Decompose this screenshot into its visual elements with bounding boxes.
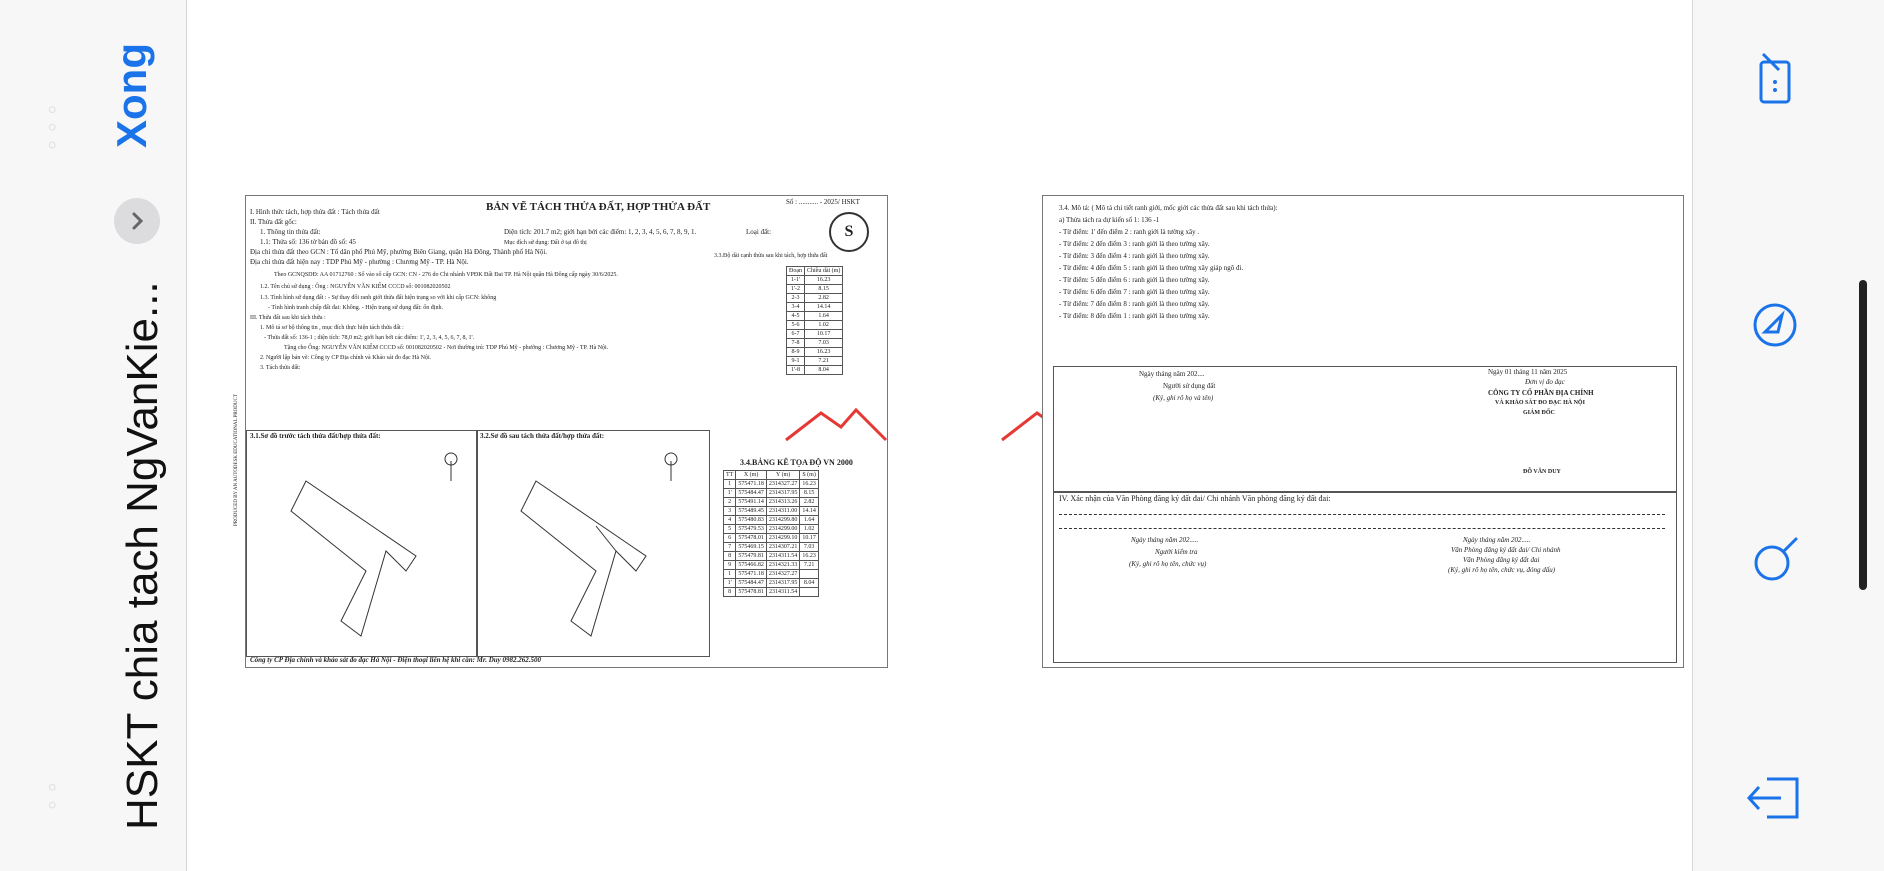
coord-cell: 1 (724, 480, 736, 489)
house-watermark-icon (781, 405, 891, 445)
p2-sub: a) Thửa tách ra dự kiến số 1: 136 -1 (1059, 216, 1160, 224)
page-2 (1042, 195, 1684, 668)
p1-line: - Tình hình tranh chấp đất đai: Không. - Hiện trạng sử dụng đất: ổn định. (268, 305, 443, 311)
coord-cell: 2314299.00 (766, 525, 800, 534)
coord-cell: 2.82 (800, 498, 819, 507)
parcel-sketch-after (496, 451, 696, 641)
coord-cell: 2314307.21 (766, 543, 800, 552)
p2-line: - Từ điểm: 5 đến điểm 6 : ranh giới là theo tường xây. (1059, 276, 1210, 284)
coord-cell: 16.23 (800, 552, 819, 561)
edge-head: Chiều dài (m) (805, 267, 843, 276)
coord-cell: 16.23 (800, 480, 819, 489)
scrollbar[interactable] (1859, 280, 1867, 590)
page1-number: Số : ........... - 2025/ HSKT (786, 198, 860, 206)
p1-line: II. Thửa đất gốc: (250, 218, 297, 226)
coord-row (724, 534, 819, 543)
coord-cell: 575471.18 (736, 480, 767, 489)
p1-line: Địa chỉ thửa đất hiện nay : TDP Phú Mỹ - phường : Chương Mỹ - TP. Hà Nội. (250, 258, 469, 266)
purpose-line: Mục đích sử dụng: Đất ở tại đô thị (504, 240, 587, 246)
coord-cell: 2314299.10 (766, 534, 800, 543)
coord-cell: 8 (724, 552, 736, 561)
diagram-divider (476, 430, 478, 657)
coord-cell: 575479.81 (736, 552, 767, 561)
markup-pen-icon[interactable] (1745, 295, 1805, 355)
p1-line: Địa chỉ thửa đất theo GCN : Tổ dân phố Phú Mỹ, phường Biên Giang, quận Hà Đông, Thành phố Hà Nội. (250, 248, 548, 256)
coord-cell: 1' (724, 579, 736, 588)
coord-row (724, 498, 819, 507)
p1-line: III. Thửa đất sau khi tách thửa : (250, 315, 326, 321)
p1-line: 1. Thông tin thửa đất: (260, 228, 321, 236)
coord-cell: 8 (724, 588, 736, 597)
c-left-role: Người kiểm tra (1155, 548, 1198, 556)
coord-cell: 1.02 (800, 525, 819, 534)
coord-cell: 1.64 (800, 516, 819, 525)
coord-head: S (m) (800, 471, 819, 480)
file-title: HSKT chia tach NgVanKie... (118, 281, 167, 830)
done-button[interactable]: Xong (108, 43, 155, 148)
edge-cell: 1'-2 (787, 285, 805, 294)
coord-cell: 2314327.27 (766, 570, 800, 579)
diagram2-title: 3.2.Sơ đồ sau tách thửa đất/hợp thửa đất: (480, 432, 605, 440)
p1-line: 3. Tách thửa đất: (260, 365, 301, 371)
coord-cell: 575479.53 (736, 525, 767, 534)
coord-row (724, 489, 819, 498)
coord-row (724, 552, 819, 561)
p2-line: - Từ điểm: 3 đến điểm 4 : ranh giới là theo tường xây. (1059, 252, 1210, 260)
chevron-right-icon[interactable] (114, 198, 160, 244)
coord-cell: 2314327.27 (766, 480, 800, 489)
edge-cell: 9-1 (787, 357, 805, 366)
coord-cell: 9 (724, 561, 736, 570)
edge-cell: 16.23 (805, 276, 843, 285)
coord-cell: 2314311.54 (766, 588, 800, 597)
edge-row (787, 330, 843, 339)
coord-cell: 2314313.26 (766, 498, 800, 507)
coord-cell: 7.21 (800, 561, 819, 570)
p2-line: - Từ điểm: 2 đến điểm 3 : ranh giới là theo tường xây. (1059, 240, 1210, 248)
edge-cell: 8.15 (805, 285, 843, 294)
edge-row (787, 285, 843, 294)
edge-row (787, 357, 843, 366)
coord-cell: 8.04 (800, 579, 819, 588)
edge-row (787, 312, 843, 321)
p1-line: 1.2. Tên chủ sử dụng : Ông : NGUYỄN VĂN KIỂM CCCD số: 001082020502 (260, 284, 451, 290)
coord-cell: 5 (724, 525, 736, 534)
signature-divider (1053, 491, 1677, 493)
edge-cell: 2-3 (787, 294, 805, 303)
coord-row (724, 525, 819, 534)
edge-cell: 1-1' (787, 276, 805, 285)
coord-cell: 575484.47 (736, 489, 767, 498)
coord-cell: 2314317.95 (766, 489, 800, 498)
share-exit-icon[interactable] (1745, 768, 1805, 828)
document-annotate-icon[interactable] (1745, 50, 1805, 110)
sig-left-role: Người sử dụng đất (1163, 382, 1216, 390)
edge-cell: 8-9 (787, 348, 805, 357)
p2-line: - Từ điểm: 6 đến điểm 7 : ranh giới là theo tường xây. (1059, 288, 1210, 296)
p1-line: 1. Mô tả sơ bộ thông tin , mục đích thực hiện tách thửa đất : (260, 325, 404, 331)
coord-row (724, 507, 819, 516)
edge-row (787, 366, 843, 375)
sig-right-name: ĐỖ VĂN DUY (1523, 469, 1561, 475)
search-icon[interactable] (1745, 530, 1805, 590)
edge-row (787, 348, 843, 357)
edge-head: Đoạn (787, 267, 805, 276)
sig-right-date: Ngày 01 tháng 11 năm 2025 (1488, 368, 1568, 376)
coord-cell: 7.03 (800, 543, 819, 552)
edge-table-title: 3.3.Độ dài cạnh thửa sau khi tách, hợp thửa đất (714, 253, 828, 259)
c-right-role2: Văn Phòng đăng ký đất đai (1463, 556, 1540, 564)
edge-cell: 14.14 (805, 303, 843, 312)
coord-cell: 575469.15 (736, 543, 767, 552)
confirm-title: IV. Xác nhận của Văn Phòng đăng ký đất đai/ Chi nhánh Văn phòng đăng ký đất đai: (1059, 494, 1331, 503)
p1-line: 1.1: Thửa số: 136 tờ bản đồ số: 45 (260, 238, 356, 246)
coord-cell: 2314321.33 (766, 561, 800, 570)
edge-cell: 1'-8 (787, 366, 805, 375)
edge-cell: 1.02 (805, 321, 843, 330)
coord-cell: 1 (724, 570, 736, 579)
coord-row (724, 480, 819, 489)
coord-cell: 575491.14 (736, 498, 767, 507)
diagram1-title: 3.1.Sơ đồ trước tách thửa đất/hợp thửa đất: (250, 432, 381, 440)
edge-cell: 6-7 (787, 330, 805, 339)
coord-cell: 2314311.00 (766, 507, 800, 516)
coord-cell: 2314299.80 (766, 516, 800, 525)
sig-right-pos: GIÁM ĐỐC (1523, 410, 1555, 416)
p1-line: Tặng cho Ông: NGUYỄN VĂN KIỂM CCCD số: 001082020502 - Nơi thường trú: TDP Phú Mỹ - phường : Chương Mỹ - TP. Hà Nội. (284, 345, 609, 351)
page1-footer: Công ty CP Địa chính và khảo sát đo đạc Hà Nội - Điện thoại liên hệ khi cần: Mr. Duy 0982.262.500 (250, 656, 542, 664)
coord-cell: 575471.18 (736, 570, 767, 579)
coord-cell: 8.15 (800, 489, 819, 498)
edge-cell: 3-4 (787, 303, 805, 312)
p1-line: I. Hình thức tách, hợp thửa đất : Tách thửa đất (250, 208, 380, 216)
p1-line: - Thửa đất số: 136-1 ; diện tích: 78,0 m2; giới hạn bởi các điểm: 1', 2, 3, 4, 5, 6, 7, 8, 1'. (264, 335, 475, 341)
coord-cell: 575478.81 (736, 588, 767, 597)
coord-cell: 14.14 (800, 507, 819, 516)
sig-right-org1: CÔNG TY CỔ PHẦN ĐỊA CHÍNH (1488, 389, 1594, 397)
coord-row (724, 570, 819, 579)
c-right-date: Ngày tháng năm 202..... (1463, 536, 1531, 544)
coord-cell: 10.17 (800, 534, 819, 543)
edge-cell: 8.04 (805, 366, 843, 375)
coord-cell: 575478.01 (736, 534, 767, 543)
p2-line: - Từ điểm: 8 đến điểm 1 : ranh giới là theo tường xây. (1059, 312, 1210, 320)
p2-line: - Từ điểm: 1' đến điểm 2 : ranh giới là tường xây . (1059, 228, 1200, 236)
coord-cell: 2 (724, 498, 736, 507)
c-right-role1: Văn Phòng đăng ký đất đai/ Chi nhánh (1451, 546, 1561, 554)
seal-logo: S (829, 212, 869, 252)
coord-cell: 2314317.95 (766, 579, 800, 588)
ghost-label: ◦ ◦ (36, 782, 67, 810)
coord-cell: 4 (724, 516, 736, 525)
coord-cell: 6 (724, 534, 736, 543)
c-right-note: (Ký, ghi rõ họ tên, chức vụ, đóng dấu) (1448, 566, 1556, 574)
p1-line: 1.3. Tình hình sử dụng đất : - Sự thay đổi ranh giới thửa đất hiện trạng so với khi cấp GCN: không (260, 295, 497, 301)
edge-cell: 1.64 (805, 312, 843, 321)
p2-line: - Từ điểm: 4 đến điểm 5 : ranh giới là theo tường xây giáp ngõ đi. (1059, 264, 1244, 272)
parcel-sketch-before (266, 451, 466, 641)
coord-cell: 2314311.54 (766, 552, 800, 561)
edge-cell: 5-6 (787, 321, 805, 330)
edge-cell: 2.82 (805, 294, 843, 303)
coord-cell (800, 570, 819, 579)
coord-row (724, 516, 819, 525)
p1-line: Theo GCNQSDĐ: AA 01712760 : Số vào sổ cấp GCN: CN - 276 do Chi nhánh VPĐK Đất Đai TP. Hà Nội quận Hà Đông cấp ngày 30/6/2025. (274, 272, 618, 278)
edge-cell: 10.17 (805, 330, 843, 339)
coord-cell (800, 588, 819, 597)
edge-row (787, 339, 843, 348)
coord-cell: 575489.45 (736, 507, 767, 516)
coord-table-title: 3.4.BẢNG KÊ TỌA ĐỘ VN 2000 (740, 458, 853, 467)
document-viewer[interactable] (187, 0, 1692, 871)
p2-heading: 3.4. Mô tả: ( Mô tả chi tiết ranh giới, mốc giới các thửa đất sau khi tách thửa): (1059, 204, 1278, 212)
edge-row (787, 294, 843, 303)
ghost-time: ◦ ◦ ◦ (36, 104, 67, 150)
coord-row (724, 579, 819, 588)
coord-head: TT (724, 471, 736, 480)
edge-cell: 7.03 (805, 339, 843, 348)
coord-head: X (m) (736, 471, 767, 480)
right-toolbar (1692, 0, 1884, 871)
sig-right-role: Đơn vị đo đạc (1525, 378, 1565, 386)
coord-row (724, 588, 819, 597)
p1-line: 2. Người lập bản vẽ: Công ty CP Địa chính và Khảo sát đo đạc Hà Nội. (260, 355, 432, 361)
c-left-note: (Ký, ghi rõ họ tên, chức vụ) (1129, 560, 1207, 568)
dotted-line (1059, 528, 1665, 529)
edge-cell: 4-5 (787, 312, 805, 321)
page1-title: BẢN VẼ TÁCH THỬA ĐẤT, HỢP THỬA ĐẤT (486, 201, 711, 213)
sig-left-date: Ngày tháng năm 202.... (1139, 370, 1205, 378)
coord-cell: 575466.82 (736, 561, 767, 570)
area-line: Diện tích: 201.7 m2; giới hạn bởi các điểm: 1, 2, 3, 4, 5, 6, 7, 8, 9, 1. (504, 228, 697, 236)
land-type: Loại đất: (746, 228, 772, 236)
edge-table (786, 266, 843, 375)
coord-cell: 575484.47 (736, 579, 767, 588)
c-left-date: Ngày tháng năm 202..... (1131, 536, 1199, 544)
p2-line: - Từ điểm: 7 đến điểm 8 : ranh giới là theo tường xây. (1059, 300, 1210, 308)
coord-row (724, 543, 819, 552)
sig-right-org2: VÀ KHẢO SÁT ĐO ĐẠC HÀ NỘI (1495, 400, 1585, 406)
coord-cell: 575480.83 (736, 516, 767, 525)
coord-table (723, 470, 819, 597)
edge-cell: 7-8 (787, 339, 805, 348)
sig-left-note: (Ký, ghi rõ họ và tên) (1153, 394, 1214, 402)
coord-cell: 1' (724, 489, 736, 498)
coord-cell: 7 (724, 543, 736, 552)
left-panel (0, 0, 187, 871)
coord-head: Y (m) (766, 471, 800, 480)
side-text: PRODUCED BY AN AUTODESK EDUCATIONAL PRODUCT (234, 394, 239, 526)
dotted-line (1059, 514, 1665, 515)
edge-cell: 16.23 (805, 348, 843, 357)
coord-row (724, 561, 819, 570)
edge-cell: 7.21 (805, 357, 843, 366)
coord-cell: 3 (724, 507, 736, 516)
edge-row (787, 276, 843, 285)
edge-row (787, 303, 843, 312)
edge-row (787, 321, 843, 330)
